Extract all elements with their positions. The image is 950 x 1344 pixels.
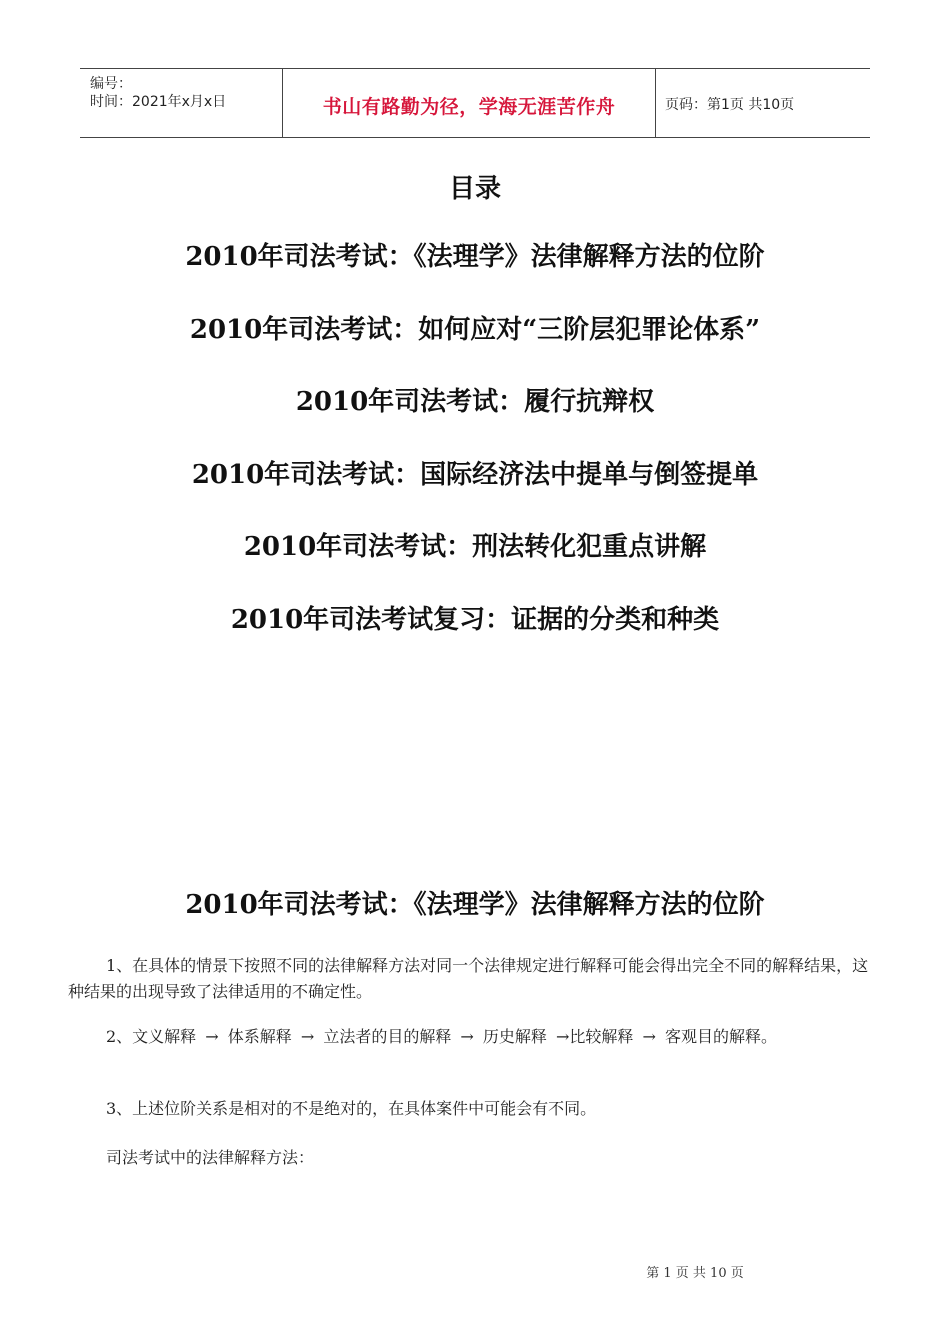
section-title: 2010年司法考试：《法理学》法律解释方法的位阶 <box>185 890 765 920</box>
toc-item: 2010年司法考试：国际经济法中提单与倒签提单 <box>191 459 759 490</box>
toc-item: 2010年司法考试：《法理学》法律解释方法的位阶 <box>185 242 765 272</box>
header-page-cell <box>655 69 870 137</box>
toc-item: 2010年司法考试：履行抗辩权 <box>295 387 655 417</box>
document-header <box>80 68 870 138</box>
body-paragraph: 司法考试中的法律解释方法： <box>106 1148 315 1167</box>
header-meta-cell <box>80 69 282 137</box>
body-paragraph: 3、上述位阶关系是相对的不是绝对的，在具体案件中可能会有不同。 <box>106 1099 597 1118</box>
toc-item: 2010年司法考试复习：证据的分类和种类 <box>230 604 720 635</box>
header-motto: 书山有路勤为径，学海无涯苦作舟 <box>322 96 616 118</box>
toc-item: 2010年司法考试：如何应对“三阶层犯罪论体系” <box>189 314 761 345</box>
header-motto-cell <box>282 69 656 137</box>
page-footer: 第 1 页 共 10 页 <box>646 1266 744 1281</box>
toc-heading: 目录 <box>448 174 501 204</box>
header-page-info: 页码：第1页 共10页 <box>665 97 795 113</box>
body-paragraph: 2、文义解释 → 体系解释 → 立法者的目的解释 → 历史解释 →比较解释 → 客观目的解释。 <box>106 1027 777 1046</box>
document-number-label: 编号： <box>90 76 132 92</box>
toc-item: 2010年司法考试：刑法转化犯重点讲解 <box>243 532 707 562</box>
table-of-contents <box>0 236 950 671</box>
document-time-label: 时间：2021年x月x日 <box>90 94 227 110</box>
body-paragraph: 1、在具体的情景下按照不同的法律解释方法对同一个法律规定进行解释可能会得出完全不同的解释结果，这种结果的出现导致了法律适用的不确定性。 <box>68 956 869 1001</box>
